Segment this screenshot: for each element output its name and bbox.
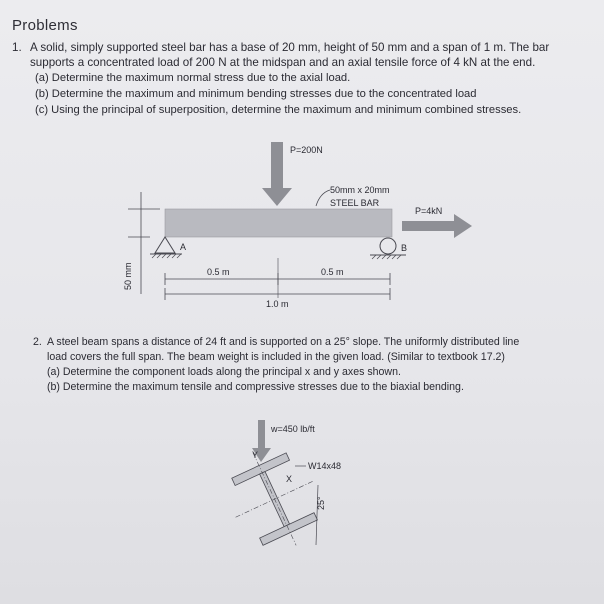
distributed-load-label: w=450 lb/ft [271, 424, 315, 434]
point-load-arrow [262, 142, 292, 206]
x-axis-label: X [286, 474, 293, 484]
problem-2 [33, 335, 573, 395]
problem-1-part-b: (b) Determine the maximum and minimum bending stresses due to the concentrated load [35, 88, 477, 100]
problem-2-part-b: (b) Determine the maximum tensile and compressive stresses due to the biaxial bending. [47, 381, 464, 393]
axial-load-arrow [402, 214, 472, 238]
problem-2-number: 2. [33, 336, 42, 348]
height-dimension-label: 50 mm [123, 262, 133, 290]
y-axis-label: Y [252, 450, 259, 460]
problem-2-text-line-1: A steel beam spans a distance of 24 ft and is supported on a 25° slope. The uniformly distributed line [47, 336, 520, 348]
angle-reference-line [316, 485, 318, 545]
problem-1-text-line-2: supports a concentrated load of 200 N at the midspan and an axial tensile force of 4 kN at the end. [30, 56, 536, 69]
section-label: W14x48 [308, 461, 342, 471]
pin-support-a [150, 237, 182, 258]
problem-1-part-a: (a) Determine the maximum normal stress due to the axial load. [35, 72, 351, 84]
half-span-right-label: 0.5 m [321, 267, 344, 277]
section-note-material: STEEL BAR [330, 198, 380, 208]
half-span-dimension [165, 273, 390, 285]
support-a-label: A [180, 242, 187, 252]
support-b-label: B [401, 243, 408, 253]
problem-1-part-c: (c) Using the principal of superposition, determine the maximum and minimum combined stresses. [35, 104, 522, 116]
axial-load-label: P=4kN [415, 206, 443, 216]
section-note-size: 50mm x 20mm [330, 185, 390, 195]
page-heading: Problems [12, 17, 78, 34]
problem-1-text-line-1: A solid, simply supported steel bar has a base of 20 mm, height of 50 mm and a span of 1 m. The bar [30, 41, 550, 54]
point-load-label: P=200N [290, 145, 323, 155]
angle-label: 25° [316, 496, 326, 510]
problem-1-number: 1. [12, 41, 22, 54]
span-label: 1.0 m [266, 299, 289, 309]
steel-bar [165, 209, 392, 237]
problem-2-part-a: (a) Determine the component loads along the principal x and y axes shown. [47, 366, 401, 378]
half-span-left-label: 0.5 m [207, 267, 230, 277]
problem-2-text-line-2: load covers the full span. The beam weight is included in the given load. (Similar to textbook 17.2) [47, 351, 505, 363]
section-note-leader [316, 190, 330, 206]
